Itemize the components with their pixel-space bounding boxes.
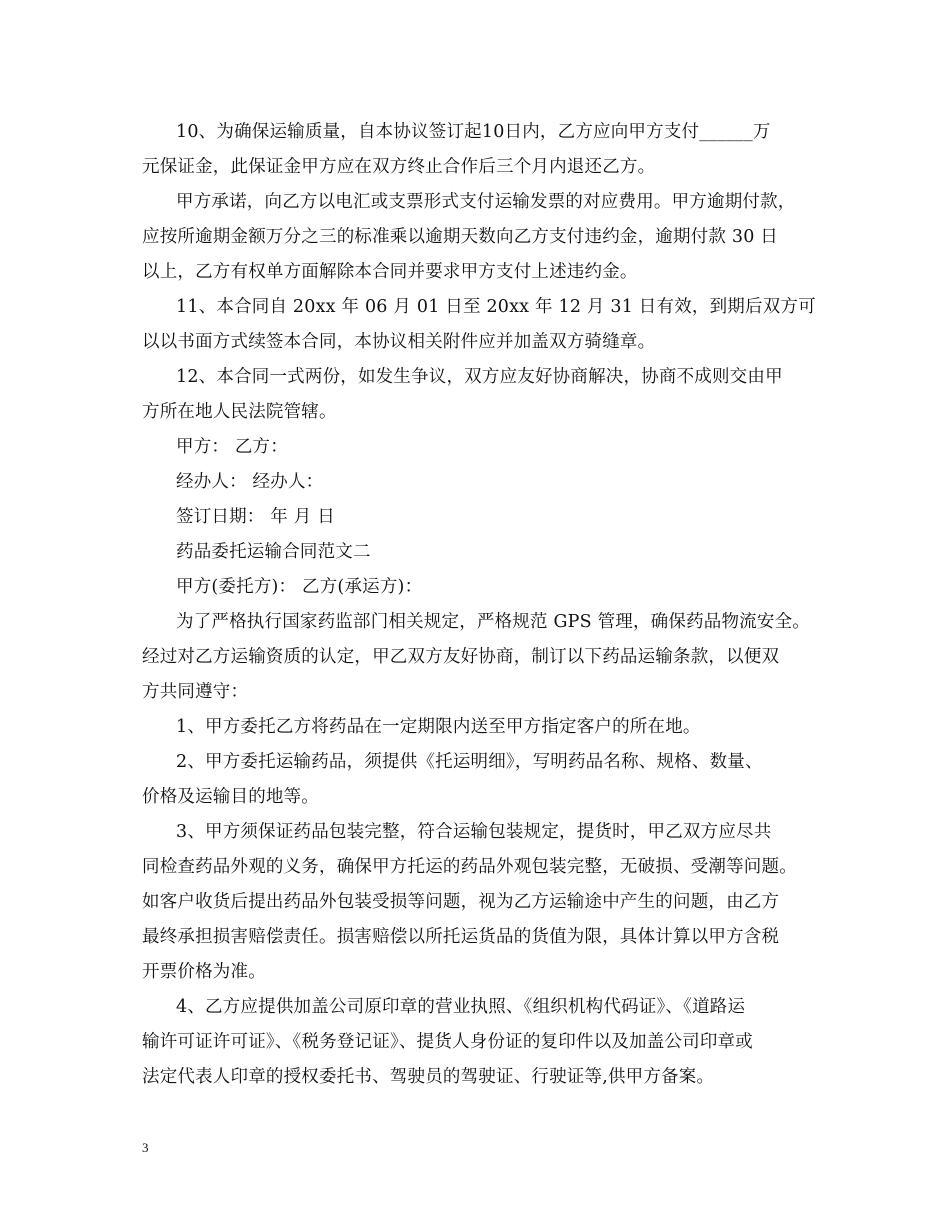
paragraph-line: 以上，乙方有权单方面解除本合同并要求甲方支付上述违约金。 <box>142 262 638 282</box>
paragraph-line: 价格及运输目的地等。 <box>142 787 319 807</box>
paragraph-line: 同检查药品外观的义务，确保甲方托运的药品外观包装完整，无破损、受潮等问题。 <box>142 857 797 877</box>
paragraph-line: 10、为确保运输质量，自本协议签订起10日内，乙方应向甲方支付______万 <box>176 122 771 142</box>
paragraph-line: 4、乙方应提供加盖公司原印章的营业执照、《组织机构代码证》、《道路运 <box>176 997 746 1017</box>
paragraph-line: 11、本合同自 20xx 年 06 月 01 日至 20xx 年 12 月 31 日有效，到期后双方可 <box>176 297 816 317</box>
paragraph-line: 12、本合同一式两份，如发生争议，双方应友好协商解决，协商不成则交由甲 <box>176 367 783 387</box>
paragraph-line: 为了严格执行国家药监部门相关规定，严格规范 GPS 管理，确保药品物流安全。 <box>176 612 810 632</box>
section-title: 药品委托运输合同范文二 <box>176 542 371 562</box>
paragraph-line: 应按所逾期金额万分之三的标准乘以逾期天数向乙方支付违约金，逾期付款 30 日 <box>142 227 778 247</box>
paragraph-line: 方共同遵守： <box>142 682 249 702</box>
parties-line: 甲方(委托方)： 乙方(承运方)： <box>176 577 423 597</box>
paragraph-line: 法定代表人印章的授权委托书、驾驶员的驾驶证、行驶证等,供甲方备案。 <box>142 1067 715 1087</box>
paragraph-line: 方所在地人民法院管辖。 <box>142 402 337 422</box>
handler-line: 经办人： 经办人： <box>176 472 324 492</box>
paragraph-line: 最终承担损害赔偿责任。损害赔偿以所托运货品的货值为限，具体计算以甲方含税 <box>142 927 780 947</box>
paragraph-line: 3、甲方须保证药品包装完整，符合运输包装规定，提货时，甲乙双方应尽共 <box>176 822 772 842</box>
paragraph-line: 甲方承诺，向乙方以电汇或支票形式支付运输发票的对应费用。甲方逾期付款， <box>176 192 796 212</box>
paragraph-line: 经过对乙方运输资质的认定，甲乙双方友好协商，制订以下药品运输条款，以便双 <box>142 647 780 667</box>
paragraph-line: 如客户收货后提出药品外包装受损等问题，视为乙方运输途中产生的问题，由乙方 <box>142 892 780 912</box>
signature-parties-line: 甲方： 乙方： <box>176 437 288 457</box>
page-number: 3 <box>142 1140 149 1155</box>
signing-date-line: 签订日期： 年 月 日 <box>176 507 335 527</box>
paragraph-line: 2、甲方委托运输药品，须提供《托运明细》，写明药品名称、规格、数量、 <box>176 752 763 772</box>
paragraph-line: 元保证金，此保证金甲方应在双方终止合作后三个月内退还乙方。 <box>142 157 656 177</box>
paragraph-line: 1、甲方委托乙方将药品在一定期限内送至甲方指定客户的所在地。 <box>176 717 701 737</box>
paragraph-line: 开票价格为准。 <box>142 962 266 982</box>
paragraph-line: 输许可证许可证》、《税务登记证》、提货人身份证的复印件以及加盖公司印章或 <box>142 1032 753 1052</box>
paragraph-line: 以以书面方式续签本合同，本协议相关附件应并加盖双方骑缝章。 <box>142 332 656 352</box>
